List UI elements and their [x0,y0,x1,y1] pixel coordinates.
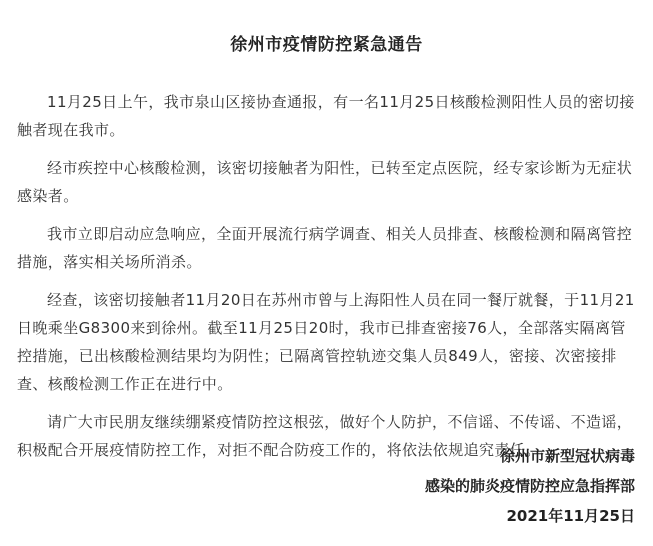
signature-org-line-2: 感染的肺炎疫情防控应急指挥部 [424,477,635,495]
signature-block [425,442,635,532]
notice-title: 徐州市疫情防控紧急通告 [230,35,423,55]
signature-org-line-1: 徐州市新型冠状病毒 [499,447,635,465]
paragraph-1: 11月25日上午，我市泉山区接协查通报，有一名11月25日核酸检测阳性人员的密切接触者现在我市。 [17,93,635,139]
signature-date: 2021年11月25日 [506,507,635,525]
paragraph-5: 请广大市民朋友继续绷紧疫情防控这根弦，做好个人防护，不信谣、不传谣、不造谣，积极配合开展疫情防控工作，对拒不配合防疫工作的，将依法依规追究责任。 [17,413,633,459]
notice-body [17,88,637,474]
paragraph-3: 我市立即启动应急响应，全面开展流行病学调查、相关人员排查、核酸检测和隔离管控措施，落实相关场所消杀。 [17,225,633,271]
paragraph-4: 经查，该密切接触者11月20日在苏州市曾与上海阳性人员在同一餐厅就餐，于11月21日晚乘坐G8300来到徐州。截至11月25日20时，我市已排查密接76人，全部落实隔离管控措施，已出核酸检测结果均为阴性；已隔离管控轨迹交集人员849人，密接、次密接排查、核酸检测工作正在进行中。 [17,291,635,393]
paragraph-2: 经市疾控中心核酸检测，该密切接触者为阳性，已转至定点医院，经专家诊断为无症状感染者。 [17,159,633,205]
